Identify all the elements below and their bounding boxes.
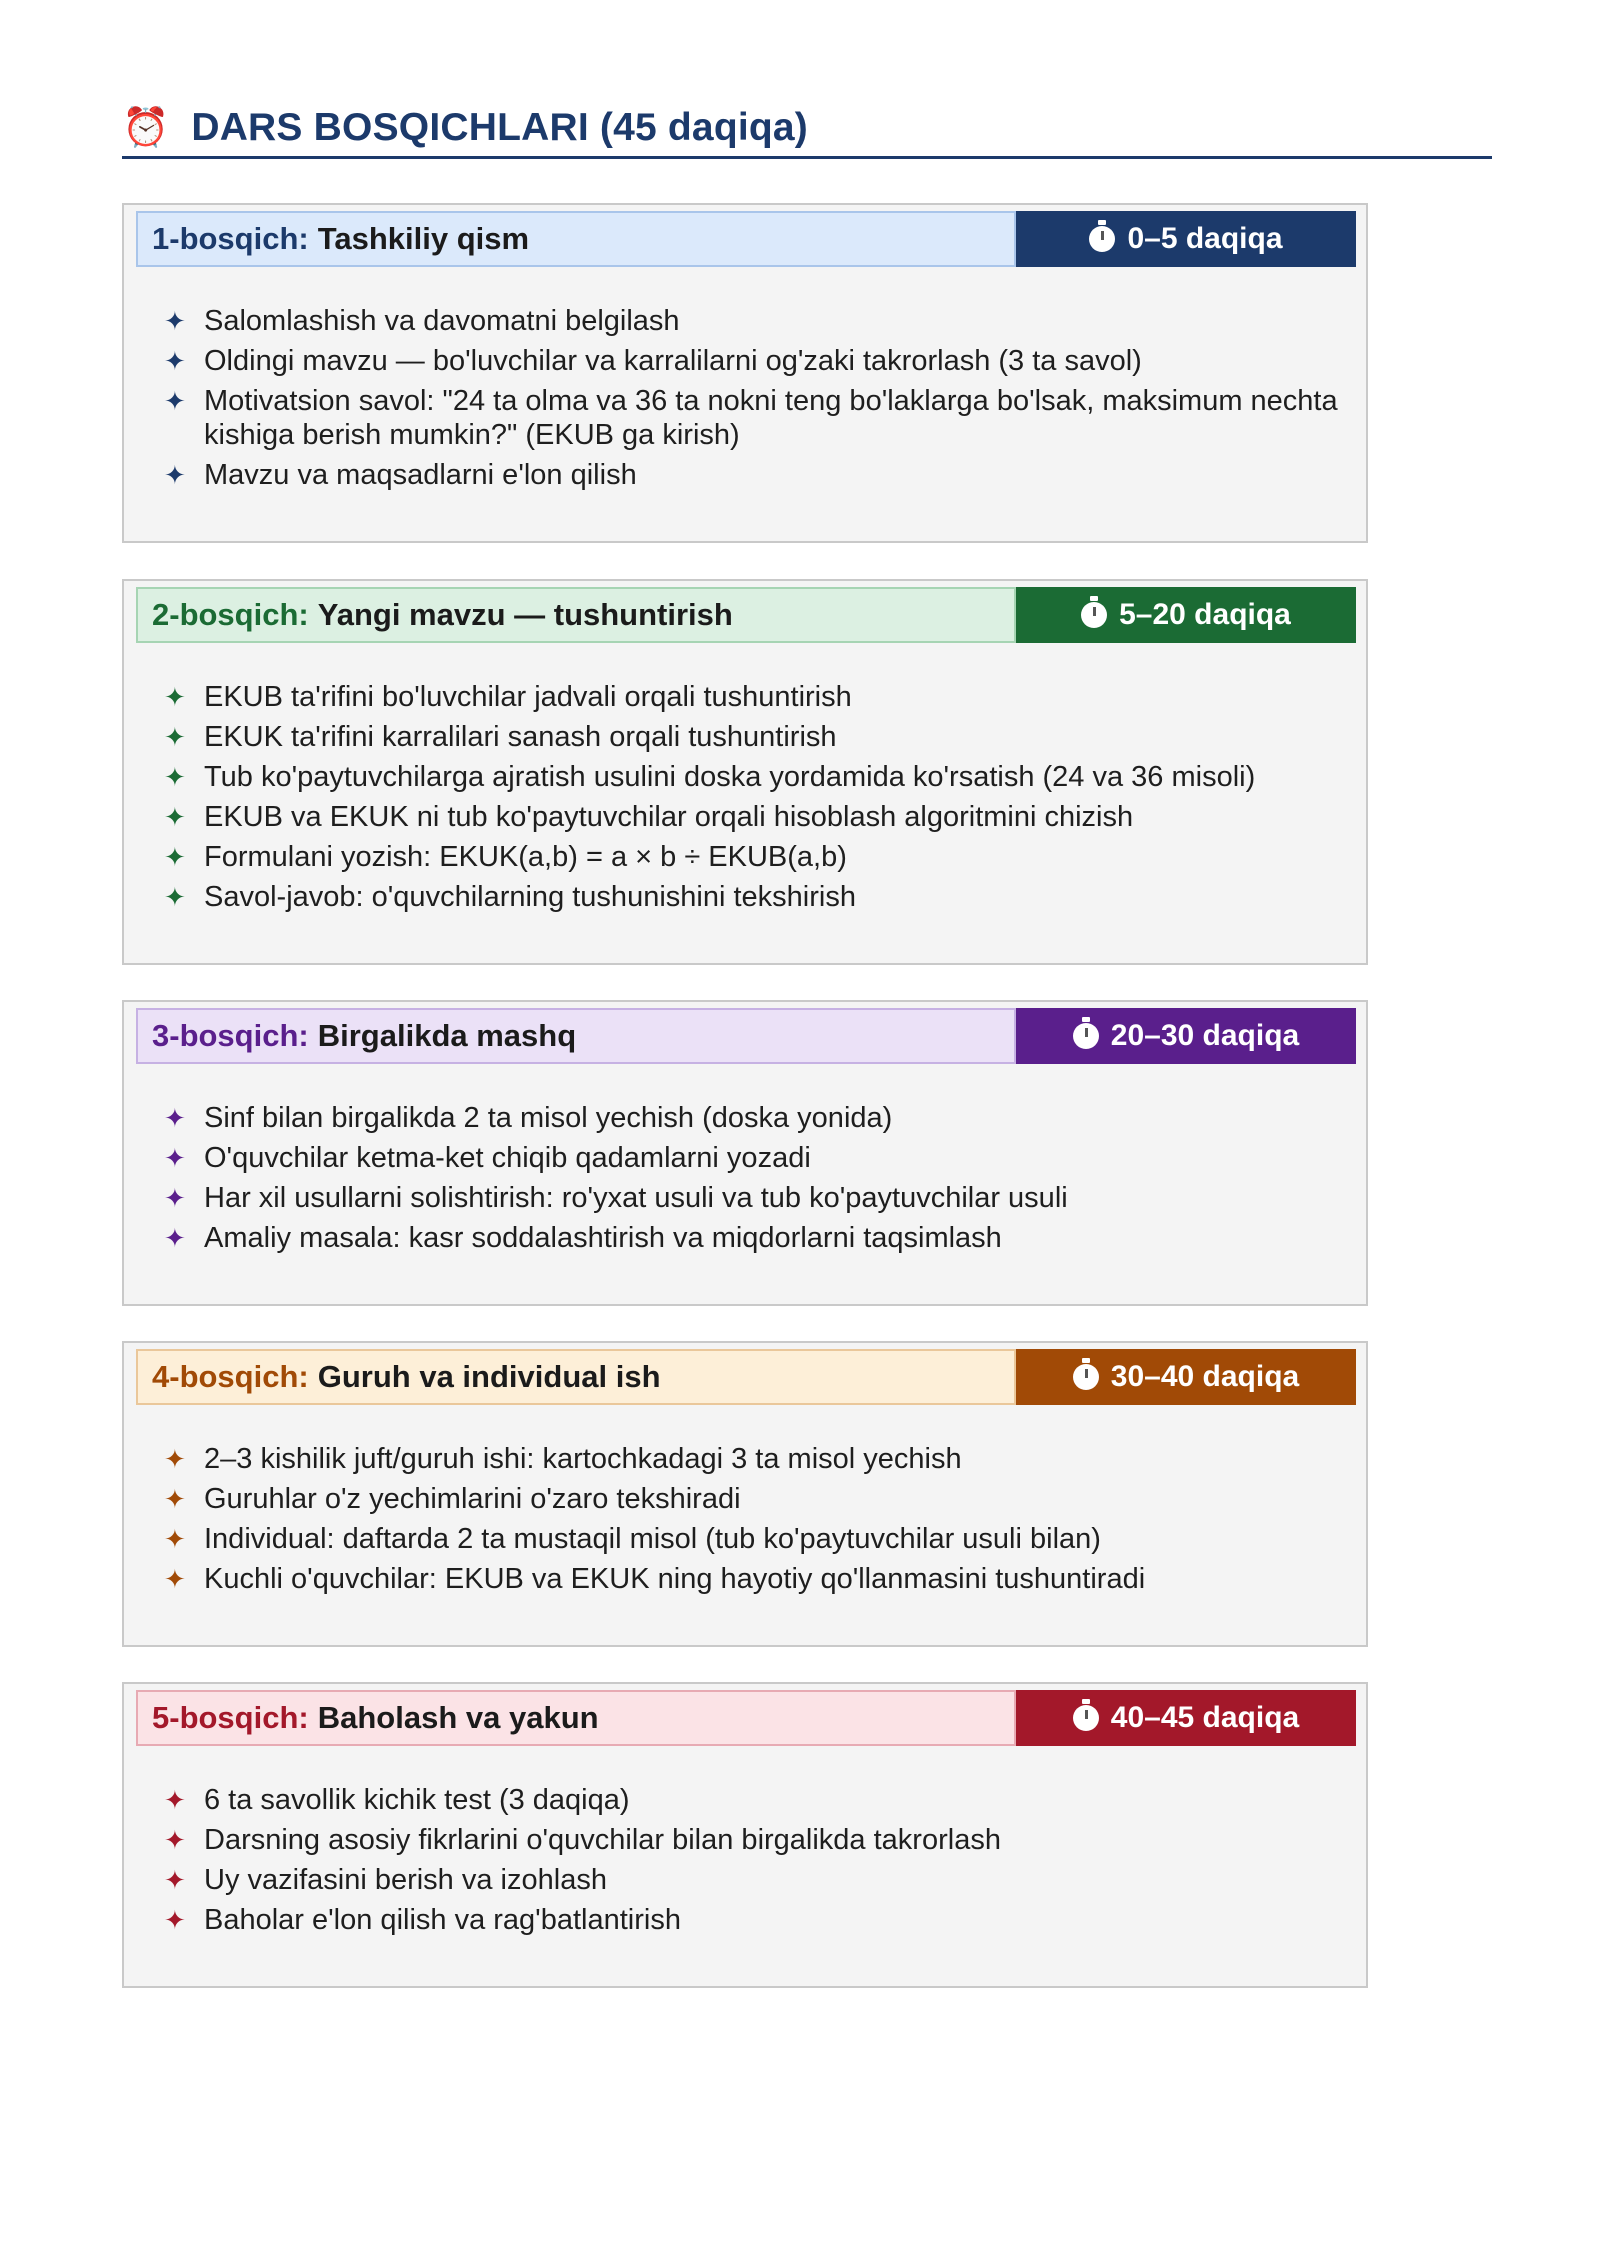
star-bullet-icon: ✦ [164, 1524, 186, 1554]
stopwatch-icon [1089, 226, 1115, 252]
stage-title [136, 1690, 1016, 1746]
stage-number: 3-bosqich: [152, 1018, 309, 1053]
stage-card-3 [122, 1000, 1368, 1306]
star-bullet-icon: ✦ [164, 1564, 186, 1594]
list-item: ✦ Motivatsion savol: "24 ta olma va 36 ta nokni teng bo'laklarga bo'lsak, maksimum nechta kishiga berish mumkin?" (EKUB ga kirish) [164, 385, 1338, 451]
star-bullet-icon: ✦ [164, 1444, 186, 1474]
star-bullet-icon: ✦ [164, 1785, 186, 1815]
list-item: ✦ EKUB va EKUK ni tub ko'paytuvchilar orqali hisoblash algoritmini chizish [164, 801, 1134, 833]
stage-time-label: 5–20 daqiqa [1119, 598, 1291, 631]
star-bullet-icon: ✦ [164, 1103, 186, 1133]
star-bullet-icon: ✦ [164, 802, 186, 832]
star-bullet-icon: ✦ [164, 1223, 186, 1253]
stage-time-badge [1016, 211, 1356, 267]
stage-number: 4-bosqich: [152, 1359, 309, 1394]
stopwatch-icon [1073, 1023, 1099, 1049]
page-header [122, 100, 1492, 159]
list-item: ✦ Darsning asosiy fikrlarini o'quvchilar bilan birgalikda takrorlash [164, 1824, 1001, 1856]
list-item: ✦ Guruhlar o'z yechimlarini o'zaro tekshiradi [164, 1483, 741, 1515]
list-item: ✦ Baholar e'lon qilish va rag'batlantirish [164, 1904, 681, 1936]
stopwatch-icon [1073, 1705, 1099, 1731]
list-item: ✦ 6 ta savollik kichik test (3 daqiqa) [164, 1784, 630, 1816]
stage-item-list [164, 1442, 1344, 1602]
star-bullet-icon: ✦ [164, 306, 186, 336]
stage-title [136, 211, 1016, 267]
stage-header [136, 1349, 1356, 1405]
stage-time-badge [1016, 1349, 1356, 1405]
star-bullet-icon: ✦ [164, 346, 186, 376]
stage-time-label: 20–30 daqiqa [1110, 1019, 1300, 1052]
list-item: ✦ O'quvchilar ketma-ket chiqib qadamlarni yozadi [164, 1142, 811, 1174]
list-item: ✦ EKUB ta'rifini bo'luvchilar jadvali orqali tushuntirish [164, 681, 852, 713]
stage-time-label: 30–40 daqiqa [1110, 1360, 1300, 1393]
star-bullet-icon: ✦ [164, 1484, 186, 1514]
star-bullet-icon: ✦ [164, 1183, 186, 1213]
stage-name: Birgalikda mashq [317, 1018, 577, 1053]
stage-title [136, 587, 1016, 643]
list-item: ✦ Uy vazifasini berish va izohlash [164, 1864, 607, 1896]
list-item: ✦ Kuchli o'quvchilar: EKUB va EKUK ning hayotiy qo'llanmasini tushuntiradi [164, 1563, 1146, 1595]
stage-name: Yangi mavzu — tushuntirish [317, 597, 733, 632]
stage-number: 2-bosqich: [152, 597, 309, 632]
star-bullet-icon: ✦ [164, 386, 186, 416]
stage-time-label: 0–5 daqiqa [1127, 222, 1283, 255]
stage-header [136, 587, 1356, 643]
star-bullet-icon: ✦ [164, 1143, 186, 1173]
stage-header [136, 1008, 1356, 1064]
stage-name: Tashkiliy qism [317, 221, 530, 256]
stage-time-badge [1016, 587, 1356, 643]
stage-time-label: 40–45 daqiqa [1110, 1701, 1300, 1734]
list-item: ✦ Oldingi mavzu — bo'luvchilar va karralilarni og'zaki takrorlash (3 ta savol) [164, 345, 1142, 377]
list-item: ✦ Tub ko'paytuvchilarga ajratish usulini doska yordamida ko'rsatish (24 va 36 misoli) [164, 761, 1256, 793]
stage-header [136, 1690, 1356, 1746]
star-bullet-icon: ✦ [164, 682, 186, 712]
list-item: ✦ EKUK ta'rifini karralilari sanash orqali tushuntirish [164, 721, 837, 753]
stopwatch-icon [1073, 1364, 1099, 1390]
list-item: ✦ Individual: daftarda 2 ta mustaqil misol (tub ko'paytuvchilar usuli bilan) [164, 1523, 1101, 1555]
alarm-clock-icon: ⏰ [122, 107, 170, 149]
stage-time-badge [1016, 1690, 1356, 1746]
stage-name: Guruh va individual ish [317, 1359, 661, 1394]
list-item: ✦ Formulani yozish: EKUK(a,b) = a × b ÷ EKUB(a,b) [164, 841, 847, 873]
star-bullet-icon: ✦ [164, 1865, 186, 1895]
stage-card-2 [122, 579, 1368, 965]
page-title: DARS BOSQICHLARI (45 daqiqa) [191, 106, 808, 149]
star-bullet-icon: ✦ [164, 460, 186, 490]
star-bullet-icon: ✦ [164, 882, 186, 912]
stage-header [136, 211, 1356, 267]
stage-item-list [164, 1783, 1344, 1943]
star-bullet-icon: ✦ [164, 1825, 186, 1855]
stage-title [136, 1008, 1016, 1064]
stage-name: Baholash va yakun [317, 1700, 599, 1735]
stage-card-4 [122, 1341, 1368, 1647]
star-bullet-icon: ✦ [164, 1905, 186, 1935]
stage-time-badge [1016, 1008, 1356, 1064]
stage-item-list [164, 680, 1344, 920]
star-bullet-icon: ✦ [164, 762, 186, 792]
star-bullet-icon: ✦ [164, 722, 186, 752]
stage-number: 5-bosqich: [152, 1700, 309, 1735]
list-item: ✦ Amaliy masala: kasr soddalashtirish va miqdorlarni taqsimlash [164, 1222, 1002, 1254]
stage-item-list [164, 1101, 1344, 1261]
list-item: ✦ Mavzu va maqsadlarni e'lon qilish [164, 459, 637, 491]
stage-title [136, 1349, 1016, 1405]
stage-card-1 [122, 203, 1368, 543]
stage-item-list [164, 304, 1344, 498]
star-bullet-icon: ✦ [164, 842, 186, 872]
list-item: ✦ Salomlashish va davomatni belgilash [164, 305, 680, 337]
stage-number: 1-bosqich: [152, 221, 309, 256]
stage-card-5 [122, 1682, 1368, 1988]
list-item: ✦ Sinf bilan birgalikda 2 ta misol yechish (doska yonida) [164, 1102, 893, 1134]
list-item: ✦ 2–3 kishilik juft/guruh ishi: kartochkadagi 3 ta misol yechish [164, 1443, 962, 1475]
list-item: ✦ Har xil usullarni solishtirish: ro'yxat usuli va tub ko'paytuvchilar usuli [164, 1182, 1068, 1214]
stopwatch-icon [1081, 602, 1107, 628]
list-item: ✦ Savol-javob: o'quvchilarning tushunishini tekshirish [164, 881, 856, 913]
